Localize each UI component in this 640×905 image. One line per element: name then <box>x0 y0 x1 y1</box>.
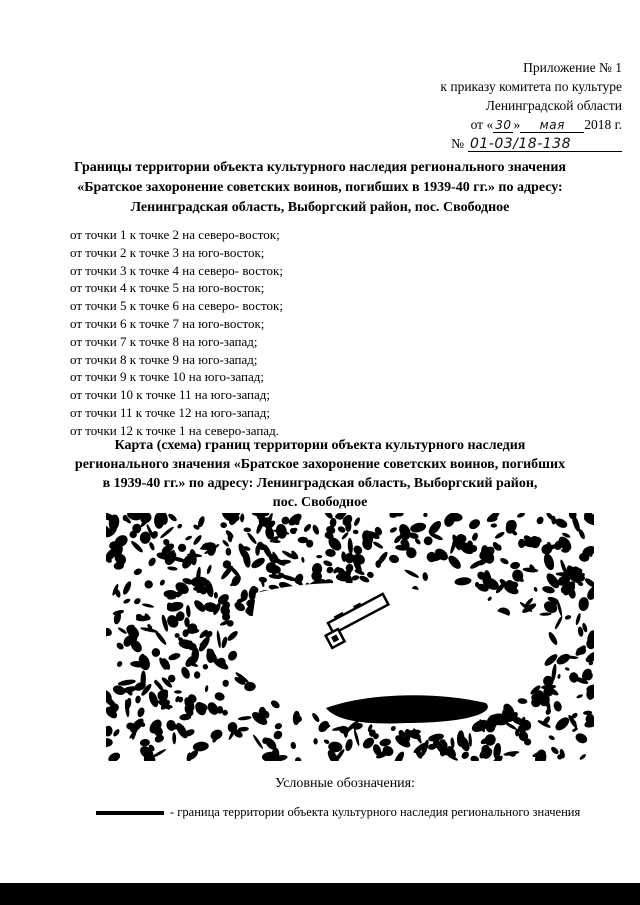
annex-block <box>362 58 622 153</box>
boundary-line-symbol <box>96 811 164 815</box>
date-suffix: 2018 г. <box>584 117 622 132</box>
legend-heading: Условные обозначения: <box>274 776 416 791</box>
map-scheme-image <box>106 513 594 761</box>
map-title-line-4: пос. Свободное <box>272 495 368 510</box>
title-line-1: Границы территории объекта культурного наследия регионального значения <box>73 160 566 175</box>
map-title-line-3: в 1939-40 гг.» по адресу: Ленинградская область, Выборгский район, <box>102 476 538 491</box>
boundary-point-row: от точки 5 к точке 6 на северо- восток; <box>70 298 283 314</box>
date-prefix: от « <box>470 117 494 132</box>
date-mid: » <box>513 117 521 132</box>
annex-title: Приложение № 1 <box>523 60 622 75</box>
boundary-point-row: от точки 12 к точке 1 на северо-запад. <box>70 422 279 438</box>
boundary-point-row: от точки 7 к точке 8 на юго-запад; <box>70 333 258 349</box>
title-line-2: «Братское захоронение советских воинов, погибших в 1939-40 гг.» по адресу: <box>77 180 563 195</box>
number-prefix: № <box>451 136 464 151</box>
number-handwritten: 01-03/18-138 <box>468 137 622 152</box>
scan-bottom-edge <box>0 883 640 905</box>
boundary-point-row: от точки 2 к точке 3 на юго-восток; <box>70 244 265 260</box>
title-line-3: Ленинградская область, Выборгский район, пос. Свободное <box>130 200 510 215</box>
date-day-handwritten: 30 <box>495 118 512 132</box>
boundary-point-row: от точки 4 к точке 5 на юго-восток; <box>70 280 265 296</box>
boundary-point-row: от точки 6 к точке 7 на юго-восток; <box>70 315 265 331</box>
legend-item-label: - граница территории объекта культурного наследия регионального значения <box>170 805 581 819</box>
document-title <box>50 158 590 218</box>
annex-region: Ленинградской области <box>485 98 622 113</box>
annex-date <box>362 115 622 134</box>
boundary-point-row: от точки 3 к точке 4 на северо- восток; <box>70 262 283 278</box>
date-month-handwritten: мая <box>520 118 584 133</box>
map-title <box>60 436 580 512</box>
boundary-point-row: от точки 10 к точке 11 на юго-запад; <box>70 387 271 403</box>
map-title-line-1: Карта (схема) границ территории объекта культурного наследия <box>114 438 526 453</box>
boundary-point-row: от точки 9 к точке 10 на юго-запад; <box>70 369 264 385</box>
legend-item <box>96 805 580 820</box>
boundary-point-row: от точки 8 к точке 9 на юго-запад; <box>70 351 258 367</box>
boundary-points-list <box>70 226 283 440</box>
annex-number <box>362 134 622 153</box>
boundary-point-row: от точки 1 к точке 2 на северо-восток; <box>70 227 280 242</box>
annex-order-ref: к приказу комитета по культуре <box>440 79 622 94</box>
map-title-line-2: регионального значения «Братское захоронение советских воинов, погибших <box>74 457 566 472</box>
boundary-point-row: от точки 11 к точке 12 на юго-запад; <box>70 404 271 420</box>
